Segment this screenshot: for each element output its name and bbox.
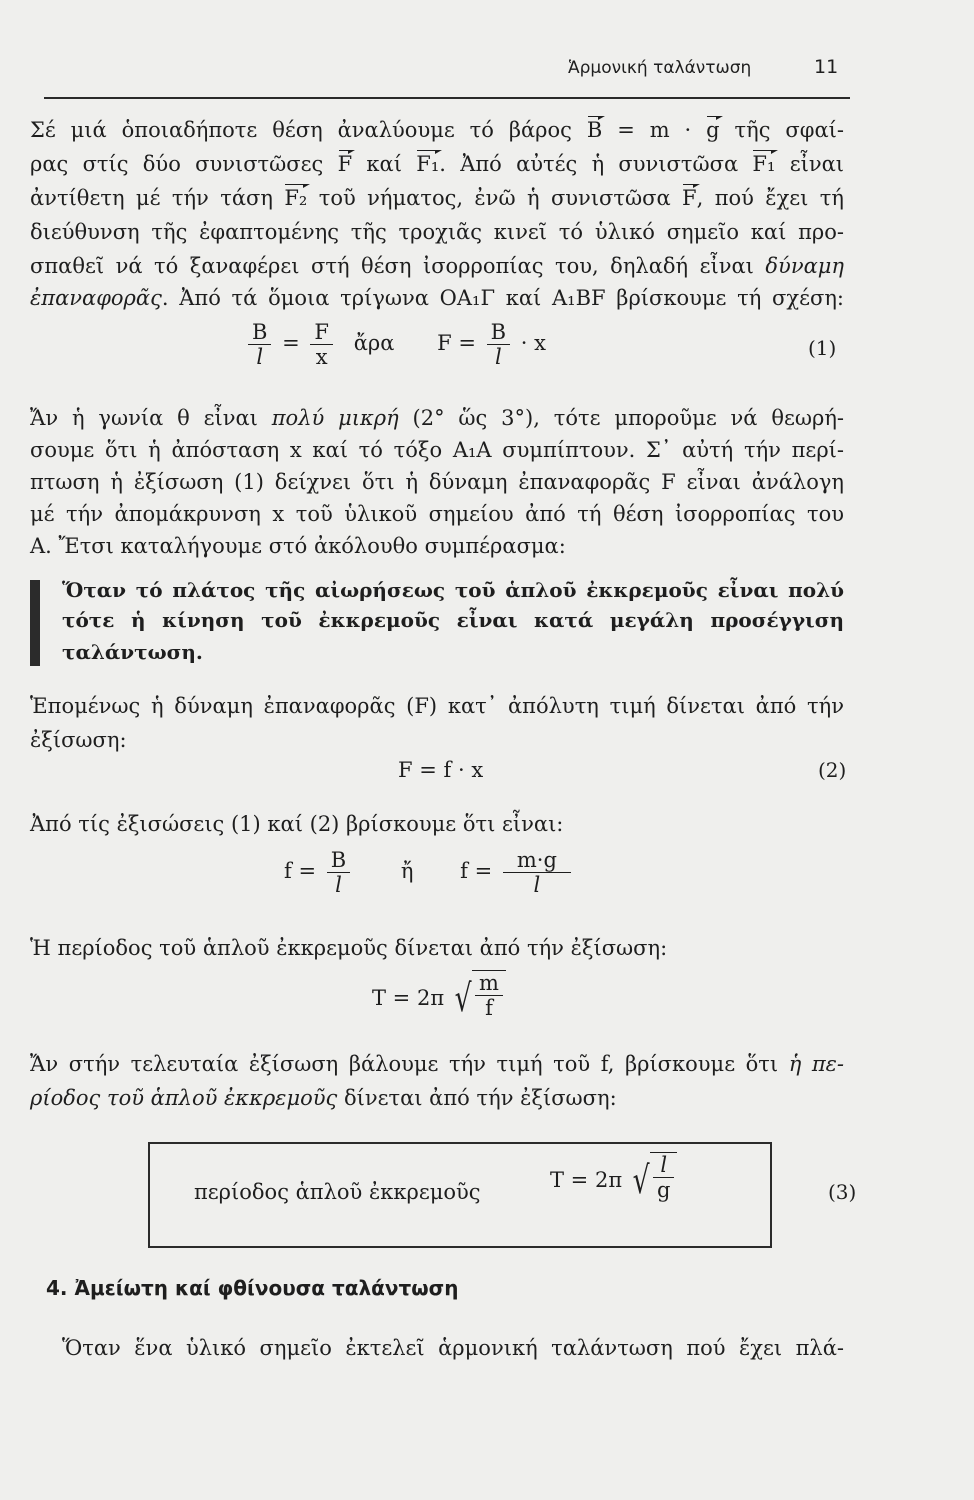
- equation-number: (3): [828, 1180, 857, 1204]
- text-line: ρίοδος τοῦ ἁπλοῦ ἐκκρεμοῦς δίνεται ἀπό τήν ἐξίσωση:: [30, 1086, 617, 1110]
- highlight-line: ταλάντωση.: [62, 640, 203, 664]
- text-line: σουμε ὅτι ἡ ἀπόσταση x καί τό τόξο Α₁Α συμπίπτουν. Σ᾽ αὐτή τήν περί-: [30, 438, 844, 462]
- equation-number: (1): [808, 336, 837, 360]
- boxed-formula: [148, 1142, 772, 1248]
- equation-2: F = f · x: [398, 758, 484, 782]
- header-title: Ἁρμονική ταλάντωση: [568, 58, 752, 78]
- text-line: σπαθεῖ νά τό ξαναφέρει στή θέση ἰσορροπίας του, δηλαδή εἶναι δύναμη: [30, 254, 844, 278]
- equation-1: $\frac{B}{l}$ = $\frac{F}{x}$ ἄρα F = $\frac{B}{l}$ · x: [244, 320, 546, 369]
- text-line: ἐπαναφορᾶς. Ἀπό τά ὅμοια τρίγωνα ΟΑ₁Γ καί Α₁ΒF βρίσκουμε τή σχέση:: [30, 286, 844, 310]
- text-line: Ἑπομένως ἡ δύναμη ἐπαναφορᾶς (F) κατ᾽ ἀπόλυτη τιμή δίνεται ἀπό τήν: [30, 694, 844, 718]
- highlight-line: τότε ἡ κίνηση τοῦ ἐκκρεμοῦς εἶναι κατά μεγάλη προσέγγιση: [62, 608, 844, 632]
- text-line: ρας στίς δύο συνιστῶσες F καί F₁. Ἀπό αὐτές ἡ συνιστῶσα F₁ εἶναι: [30, 152, 844, 176]
- boxed-equation: T = 2π √ $\frac{l}{g}$: [550, 1152, 677, 1208]
- page-number: 11: [814, 56, 839, 78]
- text-line: πτωση ἡ ἐξίσωση (1) δείχνει ὅτι ἡ δύναμη ἐπαναφορᾶς F εἶναι ἀνάλογη: [30, 470, 844, 494]
- text-line: μέ τήν ἀπομάκρυνση x τοῦ ὑλικοῦ σημείου ἀπό τή θέση ἰσορροπίας του: [30, 502, 844, 526]
- text-line: Σέ μιά ὁποιαδήποτε θέση ἀναλύουμε τό βάρος B = m · g τῆς σφαί-: [30, 118, 844, 142]
- text-line: ἐξίσωση:: [30, 728, 127, 752]
- highlight-bar: [30, 580, 40, 666]
- header-rule: [44, 97, 850, 99]
- text-line: Ἡ περίοδος τοῦ ἁπλοῦ ἐκκρεμοῦς δίνεται ἀπό τήν ἐξίσωση:: [30, 936, 668, 960]
- section-heading: 4. Ἀμείωτη καί φθίνουσα ταλάντωση: [46, 1276, 459, 1300]
- text-line: διεύθυνση τῆς ἐφαπτομένης τῆς τροχιᾶς κινεῖ τό ὑλικό σημεῖο καί προ-: [30, 220, 844, 244]
- text-line: Ἄν στήν τελευταία ἐξίσωση βάλουμε τήν τιμή τοῦ f, βρίσκουμε ὅτι ἡ πε-: [30, 1052, 844, 1076]
- highlight-line: Ὅταν τό πλάτος τῆς αἰωρήσεως τοῦ ἁπλοῦ ἐκκρεμοῦς εἶναι πολύ: [62, 578, 844, 602]
- text-line: Ὅταν ἕνα ὑλικό σημεῖο ἐκτελεῖ ἁρμονική ταλάντωση πού ἔχει πλά-: [62, 1336, 844, 1360]
- running-header: [560, 56, 850, 86]
- equation-number: (2): [818, 758, 847, 782]
- text-line: Ἄν ἡ γωνία θ εἶναι πολύ μικρή (2° ὥς 3°), τότε μποροῦμε νά θεωρή-: [30, 406, 844, 430]
- equation-period: T = 2π √ $\frac{m}{f}$: [372, 970, 506, 1026]
- text-line: ἀντίθετη μέ τήν τάση F₂ τοῦ νήματος, ἐνῶ ἡ συνιστῶσα F, πού ἔχει τή: [30, 186, 844, 210]
- text-line: Α. Ἔτσι καταλήγουμε στό ἀκόλουθο συμπέρασμα:: [30, 534, 566, 558]
- text-line: Ἀπό τίς ἐξισώσεις (1) καί (2) βρίσκουμε ὅτι εἶναι:: [30, 812, 564, 836]
- boxed-label: περίοδος ἁπλοῦ ἐκκρεμοῦς: [194, 1180, 481, 1204]
- equation-f: f = $\frac{B}{l}$ ἤ f = $\frac{m\cdot g}{l}$: [284, 848, 575, 897]
